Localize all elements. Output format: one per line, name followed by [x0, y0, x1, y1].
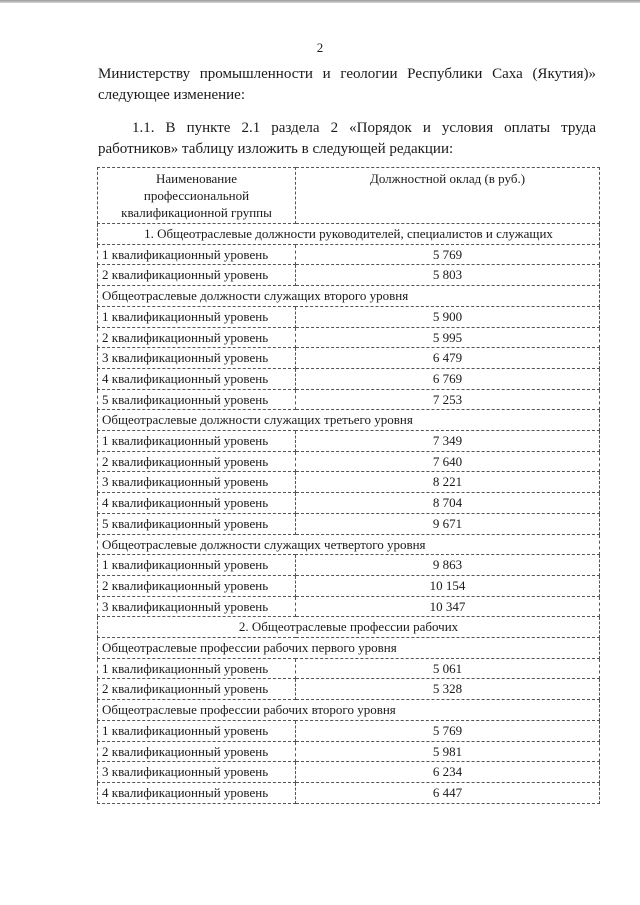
qualification-level-cell: 4 квалификационный уровень	[98, 493, 296, 514]
qualification-level-cell: 5 квалификационный уровень	[98, 389, 296, 410]
table-row	[98, 493, 600, 514]
table-header-row	[98, 168, 600, 224]
table-row	[98, 244, 600, 265]
table-row	[98, 306, 600, 327]
qualification-level-cell: 1 квалификационный уровень	[98, 658, 296, 679]
intro-line-2: следующее изменение:	[98, 87, 246, 103]
header-salary: Должностной оклад (в руб.)	[296, 168, 600, 224]
table-row	[98, 348, 600, 369]
salary-value-cell: 8 221	[296, 472, 600, 493]
group-title-cell: Общеотраслевые профессии рабочих первого уровня	[98, 638, 600, 659]
qualification-level-cell: 1 квалификационный уровень	[98, 244, 296, 265]
clause-line-2: работников» таблицу изложить в следующей редакции:	[98, 141, 454, 157]
intro-line-1: Министерству промышленности и геологии Республики Саха (Якутия)»	[98, 66, 596, 82]
intro-paragraph	[98, 64, 596, 106]
qualification-level-cell: 2 квалификационный уровень	[98, 327, 296, 348]
salary-value-cell: 6 479	[296, 348, 600, 369]
group-row	[98, 410, 600, 431]
salary-value-cell: 9 671	[296, 513, 600, 534]
qualification-level-cell: 1 квалификационный уровень	[98, 431, 296, 452]
table-row	[98, 513, 600, 534]
table-row	[98, 741, 600, 762]
salary-value-cell: 10 347	[296, 596, 600, 617]
section-row	[98, 617, 600, 638]
section-title-cell: 1. Общеотраслевые должности руководителей, специалистов и служащих	[98, 224, 600, 245]
group-title-cell: Общеотраслевые должности служащих третьего уровня	[98, 410, 600, 431]
salary-value-cell: 7 253	[296, 389, 600, 410]
salary-value-cell: 7 640	[296, 451, 600, 472]
table-row	[98, 431, 600, 452]
table-row	[98, 679, 600, 700]
salary-value-cell: 5 061	[296, 658, 600, 679]
table-row	[98, 368, 600, 389]
qualification-level-cell: 2 квалификационный уровень	[98, 451, 296, 472]
group-row	[98, 700, 600, 721]
salary-value-cell: 6 447	[296, 782, 600, 803]
table-row	[98, 575, 600, 596]
group-title-cell: Общеотраслевые профессии рабочих второго уровня	[98, 700, 600, 721]
qualification-level-cell: 3 квалификационный уровень	[98, 596, 296, 617]
qualification-level-cell: 1 квалификационный уровень	[98, 555, 296, 576]
salary-value-cell: 9 863	[296, 555, 600, 576]
table-row	[98, 555, 600, 576]
salary-value-cell: 6 769	[296, 368, 600, 389]
salary-table	[97, 167, 600, 804]
salary-value-cell: 6 234	[296, 762, 600, 783]
table-row	[98, 472, 600, 493]
qualification-level-cell: 2 квалификационный уровень	[98, 265, 296, 286]
qualification-level-cell: 2 квалификационный уровень	[98, 679, 296, 700]
salary-value-cell: 5 328	[296, 679, 600, 700]
qualification-level-cell: 3 квалификационный уровень	[98, 348, 296, 369]
qualification-level-cell: 2 квалификационный уровень	[98, 741, 296, 762]
scan-top-edge	[0, 0, 640, 3]
table-row	[98, 451, 600, 472]
table-row	[98, 596, 600, 617]
qualification-level-cell: 1 квалификационный уровень	[98, 306, 296, 327]
table-body	[98, 224, 600, 804]
page-number: 2	[316, 40, 324, 55]
qualification-level-cell: 5 квалификационный уровень	[98, 513, 296, 534]
table-row	[98, 762, 600, 783]
header-group-name: Наименование профессиональной квалификационной группы	[98, 168, 296, 224]
group-title-cell: Общеотраслевые должности служащих четвертого уровня	[98, 534, 600, 555]
clause-paragraph	[98, 118, 596, 160]
group-row	[98, 534, 600, 555]
salary-value-cell: 8 704	[296, 493, 600, 514]
table-row	[98, 720, 600, 741]
qualification-level-cell: 3 квалификационный уровень	[98, 762, 296, 783]
table-row	[98, 658, 600, 679]
salary-value-cell: 10 154	[296, 575, 600, 596]
table-row	[98, 327, 600, 348]
qualification-level-cell: 2 квалификационный уровень	[98, 575, 296, 596]
qualification-level-cell: 4 квалификационный уровень	[98, 782, 296, 803]
section-title-cell: 2. Общеотраслевые профессии рабочих	[98, 617, 600, 638]
group-row	[98, 638, 600, 659]
salary-value-cell: 5 995	[296, 327, 600, 348]
salary-value-cell: 5 900	[296, 306, 600, 327]
section-row	[98, 224, 600, 245]
qualification-level-cell: 1 квалификационный уровень	[98, 720, 296, 741]
salary-value-cell: 5 769	[296, 244, 600, 265]
group-row	[98, 286, 600, 307]
salary-value-cell: 5 769	[296, 720, 600, 741]
clause-line-1: 1.1. В пункте 2.1 раздела 2 «Порядок и условия оплаты труда	[132, 120, 596, 136]
table-row	[98, 389, 600, 410]
salary-value-cell: 5 981	[296, 741, 600, 762]
table-row	[98, 782, 600, 803]
salary-value-cell: 7 349	[296, 431, 600, 452]
table-row	[98, 265, 600, 286]
group-title-cell: Общеотраслевые должности служащих второго уровня	[98, 286, 600, 307]
salary-value-cell: 5 803	[296, 265, 600, 286]
qualification-level-cell: 4 квалификационный уровень	[98, 368, 296, 389]
qualification-level-cell: 3 квалификационный уровень	[98, 472, 296, 493]
